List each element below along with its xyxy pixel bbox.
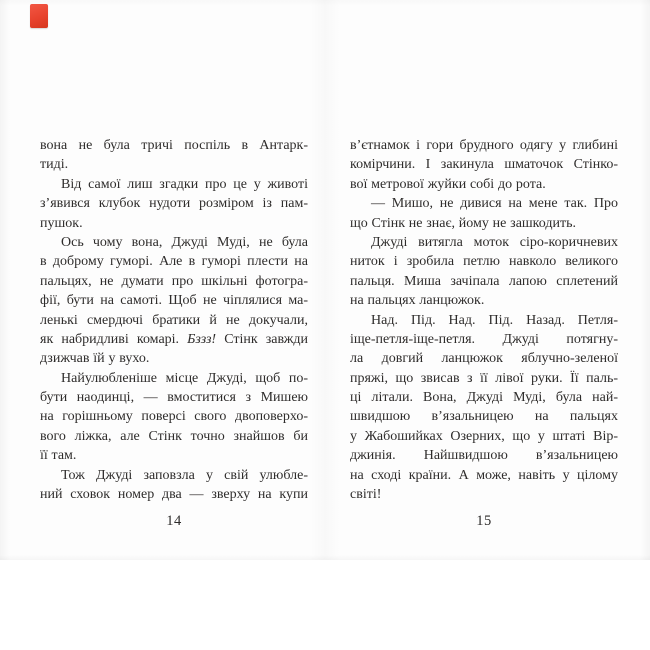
text-line: вої метрової жуйки собі до рота. xyxy=(350,176,546,192)
text-line: іще-петля-іще-петля. Джуді потягну- xyxy=(350,331,618,347)
text-line: світі! xyxy=(350,487,382,503)
text-line: пряжі, що звисав з її лівої руки. Її паль- xyxy=(350,370,618,386)
right-page-text xyxy=(350,136,618,504)
text-line: Над. Під. Над. Під. Назад. Петля- xyxy=(371,312,618,328)
text-line: дзижчав їй у вухо. xyxy=(40,351,150,367)
text-line: на пальцях ланцюжок. xyxy=(350,293,485,309)
text-line: вого ліжка, але Стінк точно знайшов би xyxy=(40,428,308,444)
text-line: пушок. xyxy=(40,215,83,231)
text-line: в доброму гуморі. Але в гуморі плести на xyxy=(40,254,308,270)
left-page-text xyxy=(40,136,308,504)
text-line: тиді. xyxy=(40,157,69,173)
text-line: її там. xyxy=(40,448,77,464)
text-line: Тож Джуді заповзла у свій улюбле- xyxy=(61,467,308,483)
text-line: — Мишо, не дивися на мене так. Про xyxy=(371,196,618,212)
right-page xyxy=(325,0,650,560)
text-line: вона не була тричі поспіль в Антарк- xyxy=(40,138,308,153)
text-line: що Стінк не знає, йому не зашкодить. xyxy=(350,215,576,231)
text-line: комірчини. І закинула шматочок Стінко- xyxy=(350,157,618,173)
text-line: ці літали. Вона, Джуді Муді, була най- xyxy=(350,390,618,406)
text-line: ла довгий ланцюжок яблучно-зеленої xyxy=(350,351,618,367)
text-line: швидшою в’язальницею на пальцях xyxy=(350,409,618,425)
text-line: у Жабошийках Озерних, що у штаті Вір- xyxy=(350,428,618,444)
page-number-right: 15 xyxy=(476,513,492,529)
text-line: на горішньому поверсі свого двоповерхо- xyxy=(40,409,308,425)
text-line: на сході країни. А може, навіть у цілому xyxy=(350,467,618,483)
text-line: Найулюбленіше місце Джуді, щоб по- xyxy=(61,370,308,386)
text-line: ний сховок номер два — зверху на купи xyxy=(40,487,308,503)
text-line: фії, бути на самоті. Щоб не чіплялися ма- xyxy=(40,293,308,309)
text-line: з’явився клубок нудоти розміром із пам- xyxy=(40,196,308,212)
text-line: як набридливі комарі. Бззз! Стінк завжди xyxy=(40,331,308,347)
text-line: Ось чому вона, Джуді Муді, не була xyxy=(61,234,308,250)
text-line: Від самої лиш згадки про це у животі xyxy=(61,176,308,192)
text-line: пальця. Миша зачіпала лапою сплетений xyxy=(350,273,618,289)
left-page xyxy=(0,0,325,560)
text-line: бути наодинці, — вмоститися з Мишею xyxy=(40,390,308,406)
text-line: ниток і зробила петлю навколо великого xyxy=(350,254,618,270)
text-line: в’єтнамок і гори брудного одягу у глибині xyxy=(350,138,618,153)
text-line: пальцях, не думати про шкільні фотогра- xyxy=(40,273,308,289)
page-number-left: 14 xyxy=(166,513,182,529)
text-line: ленькі смердючі братики й не докучали, xyxy=(40,312,308,328)
text-line: джинія. Найшвидшою в’язальницею xyxy=(350,448,618,464)
text-line: Джуді витягла моток сіро-коричневих xyxy=(371,234,618,250)
